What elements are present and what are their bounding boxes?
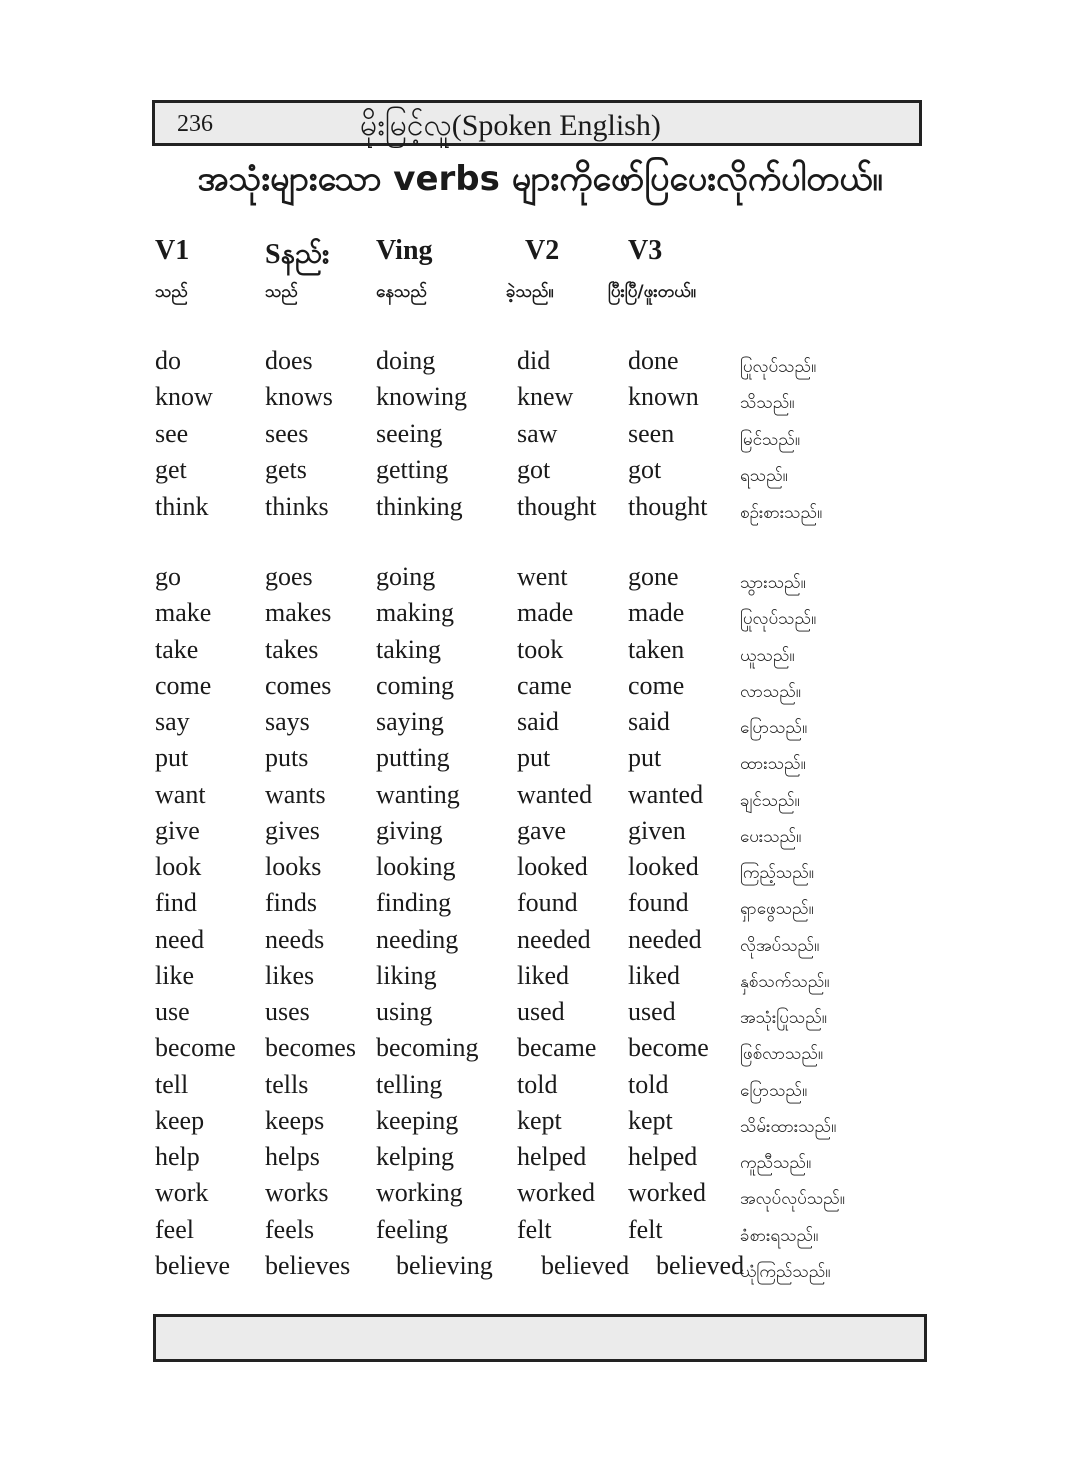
verb-cell-meaning: ပြုလုပ်သည်။ xyxy=(740,609,817,630)
verb-cell-meaning: ဖြစ်လာသည်။ xyxy=(740,1044,824,1065)
verb-cell-s-form: becomes xyxy=(265,1033,356,1063)
verb-cell-v1: help xyxy=(155,1142,200,1171)
verb-cell-s-form: gets xyxy=(265,455,307,485)
verb-cell-v3: put xyxy=(628,743,662,773)
verb-cell-v3: felt xyxy=(628,1214,663,1244)
verb-cell-ving: putting xyxy=(376,743,450,773)
verb-cell-v1: come xyxy=(155,670,212,700)
verb-cell-v2: looked xyxy=(517,852,588,881)
verb-row xyxy=(0,997,1080,1033)
verb-cell-v1: go xyxy=(155,562,181,591)
verb-cell-v1: look xyxy=(155,852,202,881)
verb-cell-ving: saying xyxy=(376,707,444,736)
verb-cell-v3: said xyxy=(628,707,670,736)
verb-cell-meaning: သိသည်။ xyxy=(740,393,795,414)
column-header-v3: V3 xyxy=(628,235,663,266)
column-header-v1: V1 xyxy=(155,235,190,266)
verb-cell-s-form: takes xyxy=(265,634,319,664)
verb-cell-v2: made xyxy=(517,598,574,628)
verb-cell-v1: see xyxy=(155,418,189,448)
verb-cell-s-form: knows xyxy=(265,382,333,412)
verb-cell-v3: got xyxy=(628,455,662,485)
verb-cell-v3: told xyxy=(628,1069,669,1099)
verb-row xyxy=(0,707,1080,743)
verb-row xyxy=(0,1033,1080,1069)
verb-cell-ving: keeping xyxy=(376,1105,459,1135)
verb-cell-s-form: uses xyxy=(265,997,310,1026)
verb-cell-v2: saw xyxy=(517,418,558,448)
verb-cell-ving: thinking xyxy=(376,491,463,521)
verb-row xyxy=(0,816,1080,852)
verb-cell-s-form: helps xyxy=(265,1142,320,1171)
verb-cell-ving: using xyxy=(376,997,433,1026)
verb-cell-v1: know xyxy=(155,382,213,412)
verb-cell-v1: give xyxy=(155,815,200,845)
verb-cell-s-form: looks xyxy=(265,852,322,881)
verb-cell-s-form: keeps xyxy=(265,1105,325,1135)
verb-row xyxy=(0,888,1080,924)
verb-cell-s-form: puts xyxy=(265,743,309,773)
verb-cell-ving: giving xyxy=(376,815,443,845)
verb-cell-s-form: says xyxy=(265,707,310,736)
verb-row xyxy=(0,562,1080,598)
verb-cell-v3: become xyxy=(628,1033,709,1063)
column-sub-ving: နေသည် xyxy=(376,282,427,302)
verb-cell-v3: needed xyxy=(628,924,702,954)
verb-cell-v2: wanted xyxy=(517,779,593,809)
verb-cell-meaning: ယုံကြည်သည်။ xyxy=(740,1261,831,1282)
verb-cell-meaning: သိမ်းထားသည်။ xyxy=(740,1116,837,1137)
verb-cell-meaning: ပေးသည်။ xyxy=(740,826,802,847)
verb-row xyxy=(0,1215,1080,1251)
verb-row xyxy=(0,492,1080,528)
verb-cell-meaning: ခံစားရသည်။ xyxy=(740,1225,819,1246)
verb-cell-s-form: comes xyxy=(265,670,332,700)
verb-cell-v1: work xyxy=(155,1178,209,1208)
verb-cell-meaning: ပြောသည်။ xyxy=(740,718,808,738)
verb-cell-s-form: goes xyxy=(265,562,313,591)
verb-cell-v1: get xyxy=(155,455,187,485)
verb-cell-ving: getting xyxy=(376,455,449,485)
verb-cell-meaning: ပြောသည်။ xyxy=(740,1080,808,1101)
verb-cell-v2: kept xyxy=(517,1105,562,1135)
verb-cell-ving: knowing xyxy=(376,382,467,412)
verb-cell-s-form: gives xyxy=(265,815,320,845)
verb-cell-meaning: အသုံးပြုသည်။ xyxy=(740,1008,827,1028)
verb-row xyxy=(0,1142,1080,1178)
verb-cell-v2: believed xyxy=(541,1250,630,1280)
verb-cell-s-form: works xyxy=(265,1178,329,1208)
verb-row xyxy=(0,743,1080,779)
verb-cell-v1: use xyxy=(155,997,190,1026)
verb-cell-ving: kelping xyxy=(376,1142,454,1171)
verb-cell-v3: seen xyxy=(628,418,675,448)
column-header-ving: Ving xyxy=(376,235,433,266)
verb-cell-meaning: လာသည်။ xyxy=(740,681,801,702)
verb-cell-v1: believe xyxy=(155,1250,231,1280)
verb-row xyxy=(0,1070,1080,1106)
verb-cell-v1: do xyxy=(155,346,181,375)
verb-row xyxy=(0,1251,1080,1287)
verb-cell-v2: took xyxy=(517,634,564,664)
verb-cell-ving: needing xyxy=(376,924,459,954)
verb-row xyxy=(0,780,1080,816)
verb-cell-v3: thought xyxy=(628,491,708,521)
verb-cell-ving: doing xyxy=(376,346,436,375)
verb-cell-v3: given xyxy=(628,815,686,845)
verb-cell-meaning: ကူညီသည်။ xyxy=(740,1153,812,1173)
verb-cell-v3: used xyxy=(628,997,676,1026)
verb-cell-meaning: ထားသည်။ xyxy=(740,754,806,775)
verb-cell-meaning: ပြုလုပ်သည်။ xyxy=(740,357,817,377)
verb-row xyxy=(0,925,1080,961)
verb-cell-v3: made xyxy=(628,598,685,628)
verb-cell-v3: worked xyxy=(628,1178,706,1208)
verb-cell-meaning: လိုအပ်သည်။ xyxy=(740,935,820,956)
verb-cell-meaning: ချင်သည်။ xyxy=(740,790,800,811)
verb-cell-s-form: feels xyxy=(265,1214,315,1244)
verb-cell-v2: felt xyxy=(517,1214,552,1244)
verb-cell-v2: said xyxy=(517,707,559,736)
verb-cell-v3: taken xyxy=(628,634,685,664)
verb-cell-v1: put xyxy=(155,743,189,773)
verb-cell-s-form: makes xyxy=(265,598,332,628)
verb-cell-meaning: မြင်သည်။ xyxy=(740,429,801,450)
verb-cell-ving: coming xyxy=(376,670,454,700)
verb-cell-ving: finding xyxy=(376,888,452,918)
verb-cell-meaning: သွားသည်။ xyxy=(740,573,806,593)
verb-cell-meaning: စဉ်းစားသည်။ xyxy=(740,502,823,523)
verb-row xyxy=(0,852,1080,888)
verb-cell-s-form: tells xyxy=(265,1069,309,1099)
verb-cell-s-form: thinks xyxy=(265,491,329,521)
verb-cell-v1: like xyxy=(155,960,194,990)
verb-row xyxy=(0,961,1080,997)
verb-cell-s-form: sees xyxy=(265,418,309,448)
verb-cell-v3: done xyxy=(628,346,679,375)
verb-cell-ving: telling xyxy=(376,1069,443,1099)
verb-cell-ving: working xyxy=(376,1178,463,1208)
verb-cell-s-form: finds xyxy=(265,888,317,918)
verb-cell-v3: believed xyxy=(656,1250,745,1280)
book-title: မိုးမြင့်လူ(Spoken English) xyxy=(360,109,661,142)
verb-cell-meaning: ရှာဖွေသည်။ xyxy=(740,899,814,920)
verb-cell-v2: told xyxy=(517,1069,558,1099)
verb-cell-s-form: likes xyxy=(265,960,315,990)
page-heading: အသုံးများသော verbs များကိုဖော်ပြပေးလိုက်ပါတယ်။ xyxy=(197,159,883,199)
column-sub-v3: ပြီးပြီ/ဖူးတယ်။ xyxy=(608,282,696,302)
verb-cell-ving: seeing xyxy=(376,418,443,448)
header-box xyxy=(152,100,922,146)
verb-cell-v1: find xyxy=(155,888,197,918)
verb-cell-meaning: အလုပ်လုပ်သည်။ xyxy=(740,1189,845,1210)
verb-cell-ving: liking xyxy=(376,960,437,990)
verb-cell-s-form: believes xyxy=(265,1250,351,1280)
verb-row xyxy=(0,1178,1080,1214)
verb-cell-v1: make xyxy=(155,598,212,628)
verb-cell-v1: take xyxy=(155,634,199,664)
page-number: 236 xyxy=(177,111,213,137)
verb-cell-v1: become xyxy=(155,1033,236,1063)
column-sub-v2: ခဲ့သည်။ xyxy=(506,282,554,302)
verb-cell-v1: say xyxy=(155,707,190,736)
verb-cell-v2: needed xyxy=(517,924,591,954)
verb-row xyxy=(0,382,1080,418)
verb-cell-ving: becoming xyxy=(376,1033,479,1063)
verb-row xyxy=(0,635,1080,671)
verb-row xyxy=(0,455,1080,491)
verb-cell-s-form: wants xyxy=(265,779,326,809)
verb-cell-v2: went xyxy=(517,562,568,591)
verb-cell-v2: thought xyxy=(517,491,597,521)
verb-cell-v3: known xyxy=(628,382,699,412)
verb-cell-meaning: ရသည်။ xyxy=(740,466,788,487)
verb-cell-v2: helped xyxy=(517,1142,587,1171)
verb-cell-v3: found xyxy=(628,888,689,918)
verb-cell-v1: feel xyxy=(155,1214,194,1244)
verb-cell-v1: tell xyxy=(155,1069,189,1099)
verb-cell-meaning: ယူသည်။ xyxy=(740,645,795,666)
verb-cell-v1: need xyxy=(155,924,205,954)
verb-cell-v3: looked xyxy=(628,852,699,881)
verb-cell-v1: keep xyxy=(155,1105,205,1135)
verb-cell-v1: want xyxy=(155,779,206,809)
verb-row xyxy=(0,419,1080,455)
verb-cell-meaning: ကြည့်သည်။ xyxy=(740,863,814,883)
verb-cell-v2: knew xyxy=(517,382,574,412)
verb-cell-v3: kept xyxy=(628,1105,673,1135)
verb-cell-ving: looking xyxy=(376,852,456,881)
verb-cell-v2: worked xyxy=(517,1178,595,1208)
verb-row xyxy=(0,346,1080,382)
verb-row xyxy=(0,598,1080,634)
footer-box xyxy=(153,1314,927,1362)
verb-cell-v2: got xyxy=(517,455,551,485)
verb-cell-s-form: needs xyxy=(265,924,325,954)
verb-cell-v2: did xyxy=(517,346,551,375)
verb-cell-ving: believing xyxy=(396,1250,493,1280)
verb-cell-v2: found xyxy=(517,888,578,918)
verb-cell-v2: became xyxy=(517,1033,597,1063)
verb-cell-ving: making xyxy=(376,598,454,628)
verb-cell-v3: wanted xyxy=(628,779,704,809)
verb-cell-ving: taking xyxy=(376,634,441,664)
column-sub-s: သည် xyxy=(265,282,298,302)
verb-cell-v2: liked xyxy=(517,960,569,990)
verb-cell-v3: helped xyxy=(628,1142,698,1171)
verb-cell-v2: used xyxy=(517,997,565,1026)
verb-cell-v2: gave xyxy=(517,815,567,845)
verb-cell-v2: put xyxy=(517,743,551,773)
column-header-s: Sနည်း xyxy=(265,239,330,270)
verb-cell-meaning: နှစ်သက်သည်။ xyxy=(740,971,830,992)
verb-cell-v3: liked xyxy=(628,960,680,990)
verb-cell-ving: going xyxy=(376,562,436,591)
verb-cell-v3: come xyxy=(628,670,685,700)
verb-cell-s-form: does xyxy=(265,346,313,375)
column-header-v2: V2 xyxy=(525,235,560,266)
column-sub-v1: သည် xyxy=(155,282,188,302)
verb-row xyxy=(0,671,1080,707)
verb-cell-ving: wanting xyxy=(376,779,460,809)
verb-row xyxy=(0,1106,1080,1142)
verb-cell-v1: think xyxy=(155,491,209,521)
verb-cell-ving: feeling xyxy=(376,1214,449,1244)
verb-cell-v2: came xyxy=(517,670,572,700)
verb-cell-v3: gone xyxy=(628,562,679,591)
